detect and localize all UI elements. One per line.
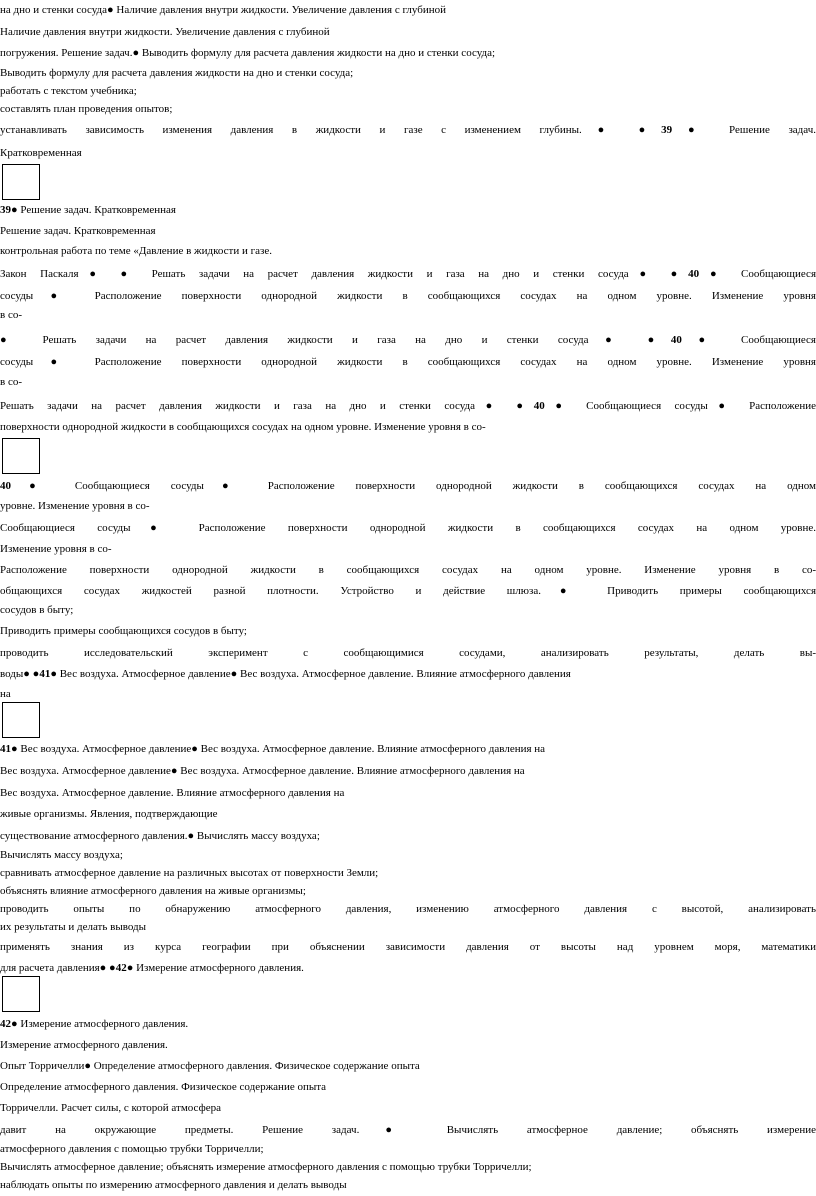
text-line: в со- bbox=[0, 309, 22, 321]
text-line: Измерение атмосферного давления. bbox=[0, 1039, 168, 1051]
text-line: сосуды● Расположение поверхности однородной жидкости в сообщающихся сосудах на одном уровне. Изменение уровня bbox=[0, 290, 816, 302]
text-line: Вычислять атмосферное давление; объяснять измерение атмосферного давления с помощью трубки Торричелли; bbox=[0, 1161, 532, 1173]
text-line: Кратковременная bbox=[0, 147, 82, 159]
text-line: Закон Паскаля● ● Решать задачи на расчет давления жидкости и газа на дно и стенки сосуда● ●40● Сообщающиеся bbox=[0, 268, 816, 280]
text-line: поверхности однородной жидкости в сообщающихся сосудах на одном уровне. Изменение уровня в со- bbox=[0, 421, 486, 433]
text-line: Определение атмосферного давления. Физическое содержание опыта bbox=[0, 1081, 327, 1093]
text-line: Изменение уровня в со- bbox=[0, 543, 112, 555]
text-line: 40● Сообщающиеся сосуды● Расположение поверхности однородной жидкости в сообщающихся сосудах на одном bbox=[0, 480, 816, 492]
text-line: Вычислять массу воздуха; bbox=[0, 849, 123, 861]
text-line: составлять план проведения опытов; bbox=[0, 103, 173, 115]
text-line: погружения. Решение задач.● Выводить формулу для расчета давления жидкости на дно и стенки сосуда; bbox=[0, 47, 496, 59]
text-line: Приводить примеры сообщающихся сосудов в быту; bbox=[0, 625, 247, 637]
text-line: сосудов в быту; bbox=[0, 604, 74, 616]
text-line: Опыт Торричелли● Определение атмосферного давления. Физическое содержание опыта bbox=[0, 1060, 420, 1072]
text-line: Торричелли. Расчет силы, с которой атмосфера bbox=[0, 1102, 221, 1114]
text-line: на bbox=[0, 688, 11, 700]
text-line: Расположение поверхности однородной жидкости в сообщающихся сосудах на одном уровне. Изменение уровня в со- bbox=[0, 564, 816, 576]
text-line: проводить исследовательский эксперимент с сообщающимися сосудами, анализировать результаты, делать вы- bbox=[0, 647, 816, 659]
text-line: Вес воздуха. Атмосферное давление. Влияние атмосферного давления на bbox=[0, 787, 345, 799]
text-line: на дно и стенки сосуда● Наличие давления внутри жидкости. Увеличение давления с глубиной bbox=[0, 4, 447, 16]
text-line: проводить опыты по обнаружению атмосферного давления, изменению атмосферного давления с высотой, анализировать bbox=[0, 903, 816, 915]
text-line: уровне. Изменение уровня в со- bbox=[0, 500, 150, 512]
text-line: атмосферного давления с помощью трубки Торричелли; bbox=[0, 1143, 264, 1155]
text-line: воды● ●41● Вес воздуха. Атмосферное давление● Вес воздуха. Атмосферное давление. Влияние атмосферного давления bbox=[0, 668, 571, 680]
text-line: Вес воздуха. Атмосферное давление● Вес воздуха. Атмосферное давление. Влияние атмосферного давления на bbox=[0, 765, 525, 777]
text-line: их результаты и делать выводы bbox=[0, 921, 147, 933]
text-line: Наличие давления внутри жидкости. Увеличение давления с глубиной bbox=[0, 26, 330, 38]
text-line: сосуды● Расположение поверхности однородной жидкости в сообщающихся сосудах на одном уровне. Изменение уровня bbox=[0, 356, 816, 368]
text-line: объяснять влияние атмосферного давления на живые организмы; bbox=[0, 885, 306, 897]
text-line: Решение задач. Кратковременная bbox=[0, 225, 156, 237]
text-line: сравнивать атмосферное давление на различных высотах от поверхности Земли; bbox=[0, 867, 379, 879]
text-line: Выводить формулу для расчета давления жидкости на дно и стенки сосуда; bbox=[0, 67, 354, 79]
text-line: устанавливать зависимость изменения давления в жидкости и газе с изменением глубины.● ●39● Решение задач. bbox=[0, 124, 816, 136]
empty-cell-box bbox=[2, 164, 40, 200]
text-line: существование атмосферного давления.● Вычислять массу воздуха; bbox=[0, 830, 320, 842]
text-line: работать с текстом учебника; bbox=[0, 85, 137, 97]
text-line: контрольная работа по теме «Давление в жидкости и газе. bbox=[0, 245, 273, 257]
text-line: 39● Решение задач. Кратковременная bbox=[0, 204, 176, 216]
text-line: применять знания из курса географии при объяснении зависимости давления от высоты над уровнем моря, математики bbox=[0, 941, 816, 953]
empty-cell-box bbox=[2, 438, 40, 474]
empty-cell-box bbox=[2, 702, 40, 738]
text-line: общающихся сосудах жидкостей разной плотности. Устройство и действие шлюза.● Приводить примеры сообщающихся bbox=[0, 585, 816, 597]
text-line: наблюдать опыты по измерению атмосферного давления и делать выводы bbox=[0, 1179, 347, 1191]
text-line: живые организмы. Явления, подтверждающие bbox=[0, 808, 218, 820]
text-line: давит на окружающие предметы. Решение задач.● Вычислять атмосферное давление; объяснять измерение bbox=[0, 1124, 816, 1136]
text-line: 41● Вес воздуха. Атмосферное давление● Вес воздуха. Атмосферное давление. Влияние атмосферного давления на bbox=[0, 743, 546, 755]
text-line: Решать задачи на расчет давления жидкости и газа на дно и стенки сосуда● ●40● Сообщающиеся сосуды● Расположение bbox=[0, 400, 816, 412]
empty-cell-box bbox=[2, 976, 40, 1012]
text-line: в со- bbox=[0, 376, 22, 388]
text-line: Сообщающиеся сосуды● Расположение поверхности однородной жидкости в сообщающихся сосудах на одном уровне. bbox=[0, 522, 816, 534]
text-line: ● Решать задачи на расчет давления жидкости и газа на дно и стенки сосуда● ●40● Сообщающиеся bbox=[0, 334, 816, 346]
text-line: для расчета давления● ●42● Измерение атмосферного давления. bbox=[0, 962, 304, 974]
text-line: 42● Измерение атмосферного давления. bbox=[0, 1018, 189, 1030]
